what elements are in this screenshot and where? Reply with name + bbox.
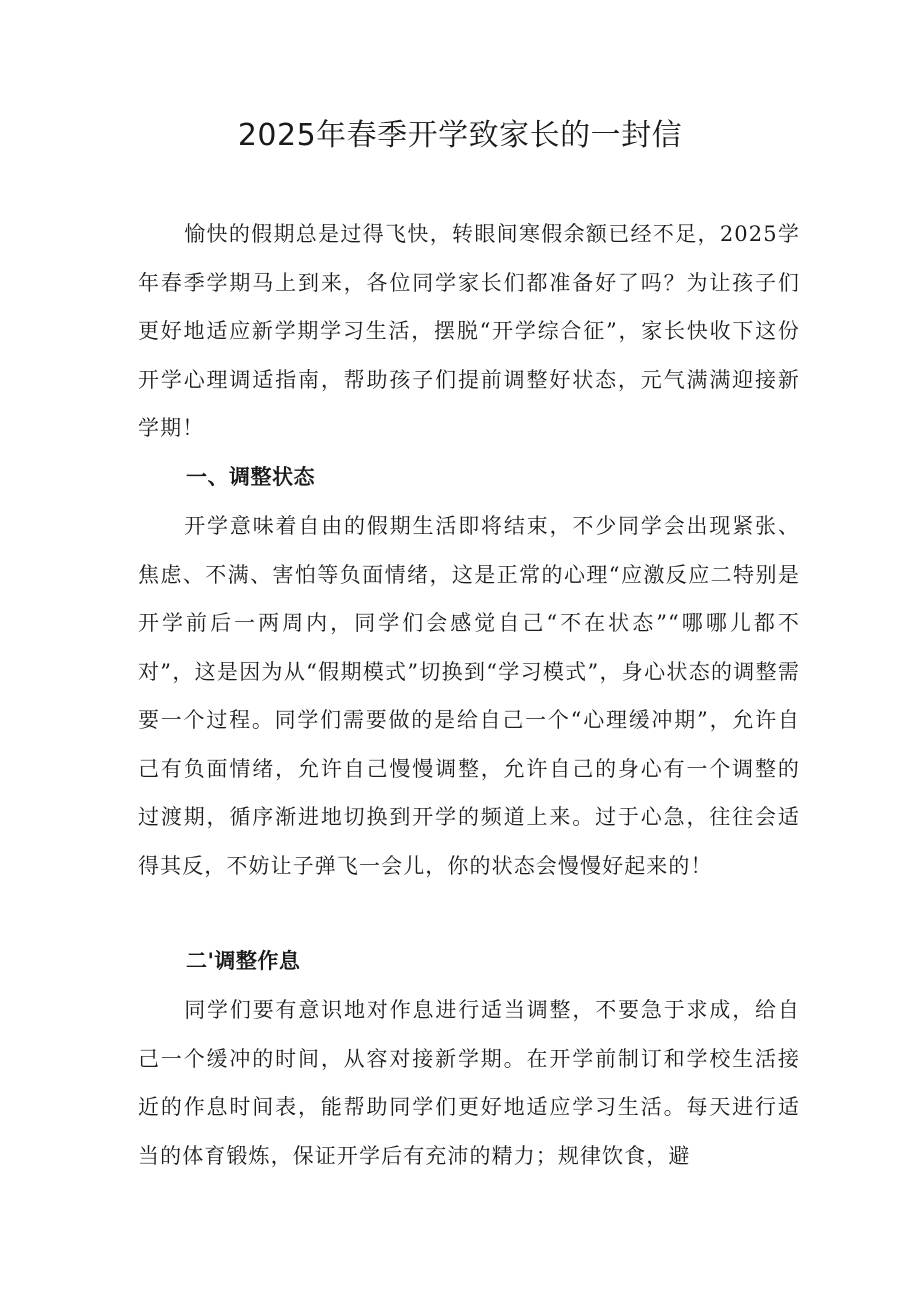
intro-paragraph: 愉快的假期总是过得飞快，转眼间寒假余额已经不足，2025学年春季学期马上到来，各位同学家长们都准备好了吗？为让孩子们更好地适应新学期学习生活，摆脱“开学综合征”，家长快收下这份开学心理调适指南，帮助孩子们提前调整好状态，元气满满迎接新学期！ — [138, 222, 800, 440]
section-heading-adjust-state: 一、调整状态 — [186, 465, 315, 489]
section-heading-adjust-schedule: 二'调整作息 — [186, 949, 301, 973]
section-body-adjust-state: 开学意味着自由的假期生活即将结束，不少同学会出现紧张、焦虑、不满、害怕等负面情绪，这是正常的心理“应激反应二特别是开学前后一两周内，同学们会感觉自己“不在状态”“哪哪儿都不对”，这是因为从“假期模式”切换到“学习模式”，身心状态的调整需要一个过程。同学们需要做的是给自己一个“心理缓冲期”，允许自己有负面情绪，允许自己慢慢调整，允许自己的身心有一个调整的过渡期，循序渐进地切换到开学的频道上来。过于心急，往往会适得其反，不妨让子弹飞一会儿，你的状态会慢慢好起来的！ — [138, 514, 800, 878]
section-body-adjust-schedule: 同学们要有意识地对作息进行适当调整，不要急于求成，给自己一个缓冲的时间，从容对接新学期。在开学前制订和学校生活接近的作息时间表，能帮助同学们更好地适应学习生活。每天进行适当的体育锻炼，保证开学后有充沛的精力；规律饮食，避 — [138, 998, 800, 1168]
document-title: 2025年春季开学致家长的一封信 — [237, 118, 683, 153]
